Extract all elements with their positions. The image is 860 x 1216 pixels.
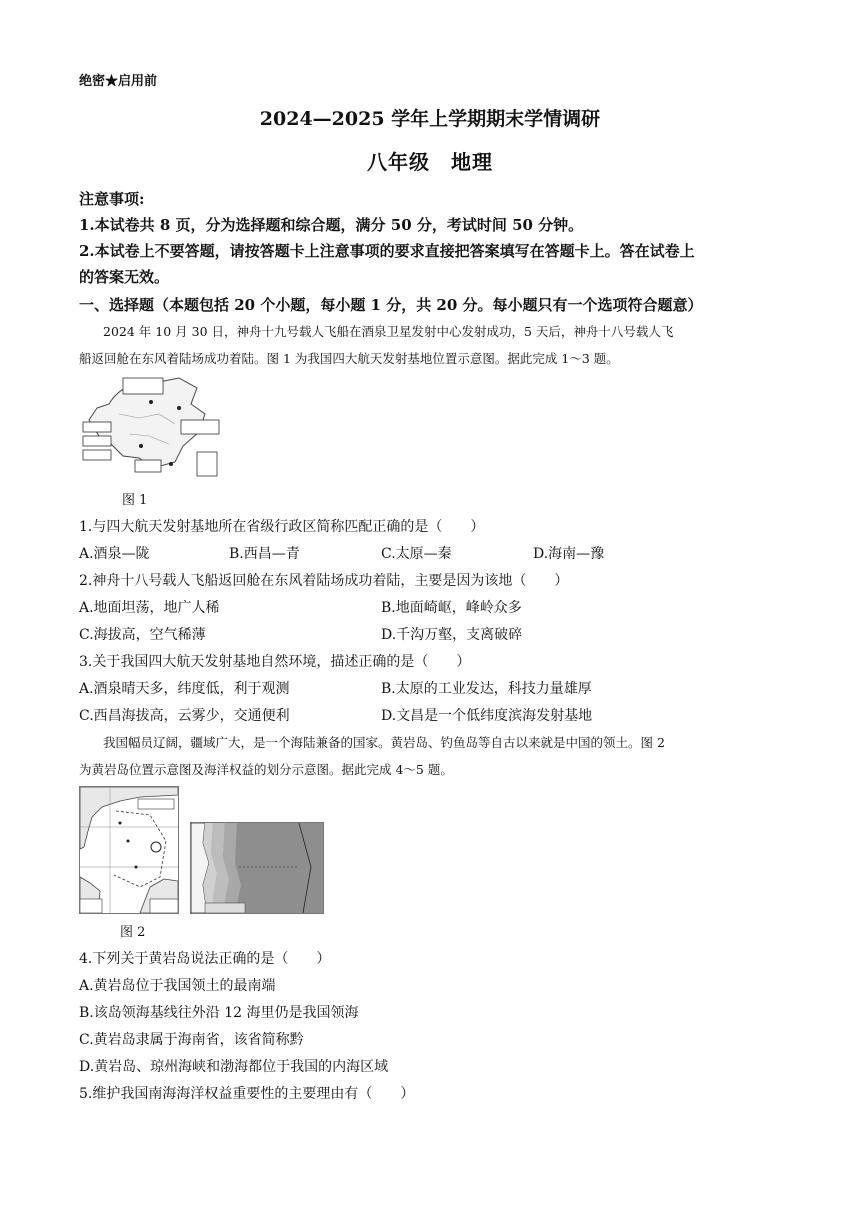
q1-option-c: C.太原—秦 [381, 546, 452, 562]
q1-option-b: B.西昌—青 [229, 546, 300, 562]
passage2-line2: 为黄岩岛位置示意图及海洋权益的划分示意图。据此完成 4～5 题。 [79, 762, 453, 777]
notes-heading: 注意事项: [79, 190, 145, 208]
q5-stem: 5.维护我国南海海洋权益重要性的主要理由有（ ） [79, 1086, 415, 1102]
figure1-map [79, 374, 221, 478]
notes-line-2a: 2.本试卷上不要答题，请按答题卡上注意事项的要求直接把答案填写在答题卡上。答在试卷上 [79, 242, 695, 260]
q2-option-c: C.海拔高，空气稀薄 [79, 627, 206, 643]
q3-stem: 3.关于我国四大航天发射基地自然环境，描述正确的是（ ） [79, 654, 471, 670]
exam-title: 2024—2025 学年上学期期末学情调研 [259, 108, 601, 130]
q3-option-d: D.文昌是一个低纬度滨海发射基地 [381, 708, 593, 724]
q2-option-a: A.地面坦荡，地广人稀 [79, 600, 220, 616]
figure2-maritime-zones-diagram [190, 822, 324, 914]
q4-option-d: D.黄岩岛、琼州海峡和渤海都位于我国的内海区域 [79, 1059, 389, 1075]
q4-option-c: C.黄岩岛隶属于海南省，该省简称黔 [79, 1032, 304, 1048]
figure1-caption: 图 1 [122, 493, 148, 508]
section-heading: 一、选择题（本题包括 20 个小题，每小题 1 分，共 20 分。每小题只有一个选项符合题意） [79, 296, 703, 314]
q3-option-a: A.酒泉晴天多，纬度低，利于观测 [79, 681, 290, 697]
china-outline-icon [79, 374, 221, 478]
q4-option-a: A.黄岩岛位于我国领土的最南端 [79, 978, 276, 994]
notes-line-1: 1.本试卷共 8 页，分为选择题和综合题，满分 50 分，考试时间 50 分钟。 [79, 216, 584, 234]
q1-option-d: D.海南—豫 [533, 546, 605, 562]
passage1-line1: 2024 年 10 月 30 日，神舟十九号载人飞船在酒泉卫星发射中心发射成功，5 天后，神舟十八号载人飞 [103, 324, 674, 339]
figure2-caption: 图 2 [120, 925, 146, 940]
q1-stem: 1.与四大航天发射基地所在省级行政区简称匹配正确的是（ ） [79, 519, 485, 535]
q2-stem: 2.神舟十八号载人飞船返回舱在东风着陆场成功着陆，主要是因为该地（ ） [79, 573, 569, 589]
q3-option-c: C.西昌海拔高，云雾少，交通便利 [79, 708, 290, 724]
passage2-line1: 我国幅员辽阔，疆域广大，是一个海陆兼备的国家。黄岩岛、钓鱼岛等自古以来就是中国的领土。图 2 [103, 735, 665, 750]
figure2-south-china-sea-map [79, 786, 179, 914]
q4-option-b: B.该岛领海基线往外沿 12 海里仍是我国领海 [79, 1005, 359, 1021]
q4-stem: 4.下列关于黄岩岛说法正确的是（ ） [79, 951, 331, 967]
q2-option-b: B.地面崎岖，峰岭众多 [381, 600, 522, 616]
maritime-zones-icon [191, 823, 323, 913]
q1-option-a: A.酒泉—陇 [79, 546, 150, 562]
passage1-line2: 船返回舱在东风着陆场成功着陆。图 1 为我国四大航天发射基地位置示意图。据此完成 1～3 题。 [79, 351, 619, 366]
south-china-sea-map-icon [80, 787, 178, 913]
notes-line-2b: 的答案无效。 [79, 268, 170, 286]
confidential-mark: 绝密★启用前 [79, 74, 158, 89]
q2-option-d: D.千沟万壑，支离破碎 [381, 627, 523, 643]
q3-option-b: B.太原的工业发达，科技力量雄厚 [381, 681, 592, 697]
exam-subtitle: 八年级 地理 [367, 150, 493, 174]
